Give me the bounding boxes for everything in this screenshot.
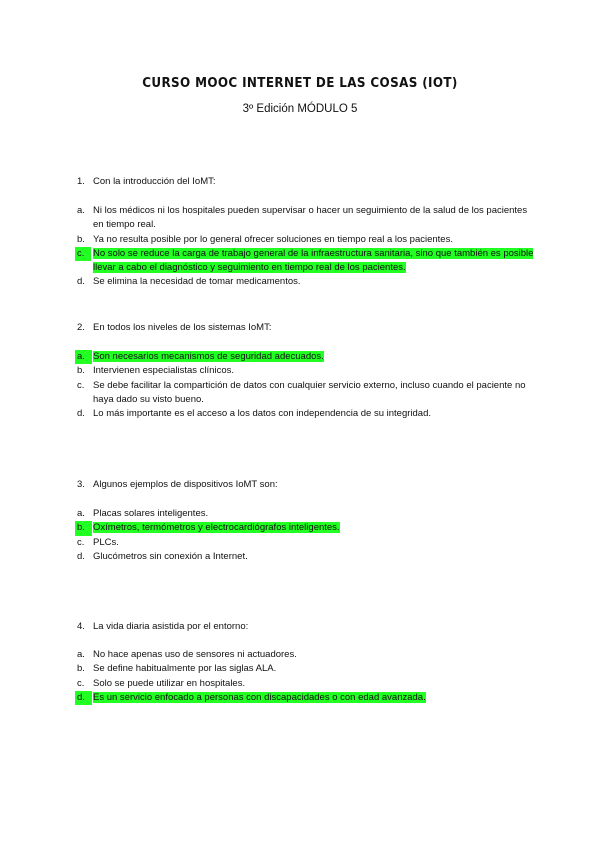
- option-c-correct: [75, 247, 537, 276]
- option-text: Lo más importante es el acceso a los datos con independencia de su integridad.: [93, 408, 431, 420]
- option-text: Ni los médicos ni los hospitales pueden supervisar o hacer un seguimiento de la salud de los pacientes en tiempo real.: [93, 205, 528, 231]
- question-number: 3.: [77, 479, 85, 490]
- question-number: 2.: [77, 322, 85, 333]
- option-a: [77, 648, 537, 662]
- option-letter: d.: [75, 691, 92, 705]
- option-text: Ya no resulta posible por lo general ofrecer soluciones en tiempo real a los pacientes.: [93, 233, 453, 245]
- option-d: [77, 407, 537, 421]
- option-letter: d.: [77, 408, 85, 420]
- option-d-correct: [75, 691, 537, 705]
- option-letter: d.: [77, 550, 85, 562]
- option-letter: c.: [77, 536, 85, 548]
- option-letter: c.: [77, 379, 85, 391]
- option-b-correct: [75, 521, 537, 535]
- option-c: [77, 677, 537, 691]
- option-d: [77, 550, 537, 564]
- option-text: No hace apenas uso de sensores ni actuadores.: [93, 649, 297, 660]
- option-letter: b.: [77, 233, 85, 245]
- option-letter: a.: [75, 350, 92, 364]
- question-text: Algunos ejemplos de dispositivos IoMT son:: [93, 479, 278, 490]
- option-text: Glucómetros sin conexión a Internet.: [93, 550, 248, 562]
- option-letter: c.: [75, 247, 91, 261]
- option-text: Se debe facilitar la compartición de datos con cualquier servicio externo, incluso cuando el paciente no haya dado su visto bueno.: [93, 379, 526, 405]
- question-2-options: [77, 350, 537, 421]
- option-letter: b.: [77, 365, 85, 377]
- option-letter: c.: [77, 677, 85, 689]
- question-number: 1.: [77, 176, 85, 187]
- question-text: La vida diaria asistida por el entorno:: [93, 621, 249, 632]
- document-subtitle: 3º Edición MÓDULO 5: [242, 103, 358, 115]
- option-b: [77, 233, 537, 247]
- option-b: [77, 364, 537, 378]
- option-d: [77, 275, 537, 289]
- option-text: Son necesarios mecanismos de seguridad adecuados.: [93, 351, 324, 362]
- option-text: Solo se puede utilizar en hospitales.: [93, 677, 246, 689]
- question-text: Con la introducción del IoMT:: [93, 176, 216, 187]
- option-c: [77, 379, 537, 408]
- option-text: Se define habitualmente por las siglas ALA.: [93, 663, 277, 675]
- option-text: Es un servicio enfocado a personas con discapacidades o con edad avanzada.: [93, 691, 426, 703]
- option-text: PLCs.: [93, 536, 119, 548]
- question-text: En todos los niveles de los sistemas IoMT:: [93, 322, 272, 333]
- option-text: Se elimina la necesidad de tomar medicamentos.: [93, 276, 301, 288]
- option-letter: b.: [77, 663, 85, 675]
- option-a: [77, 204, 537, 233]
- question-4-options: [77, 648, 537, 705]
- question-1-options: [77, 204, 537, 290]
- option-a: [77, 507, 537, 521]
- document-title: CURSO MOOC INTERNET DE LAS COSAS (IOT): [142, 76, 458, 91]
- question-number: 4.: [77, 621, 85, 632]
- option-c: [77, 536, 537, 550]
- option-text: Placas solares inteligentes.: [93, 508, 209, 519]
- option-letter: b.: [75, 521, 92, 535]
- option-text: Oxímetros, termómetros y electrocardiógrafos inteligentes.: [93, 522, 340, 534]
- option-a-correct: [75, 350, 537, 364]
- option-letter: d.: [77, 276, 85, 288]
- option-letter: a.: [77, 649, 85, 660]
- option-text: No solo se reduce la carga de trabajo general de la infraestructura sanitaria, sino que también es posible llevar a cabo el diagnóstico y seguimiento en tiempo real de los pacientes.: [93, 247, 534, 274]
- option-text: Intervienen especialistas clínicos.: [93, 365, 234, 377]
- option-b: [77, 662, 537, 676]
- question-3-options: [77, 507, 537, 564]
- option-letter: a.: [77, 508, 85, 519]
- option-letter: a.: [77, 205, 85, 216]
